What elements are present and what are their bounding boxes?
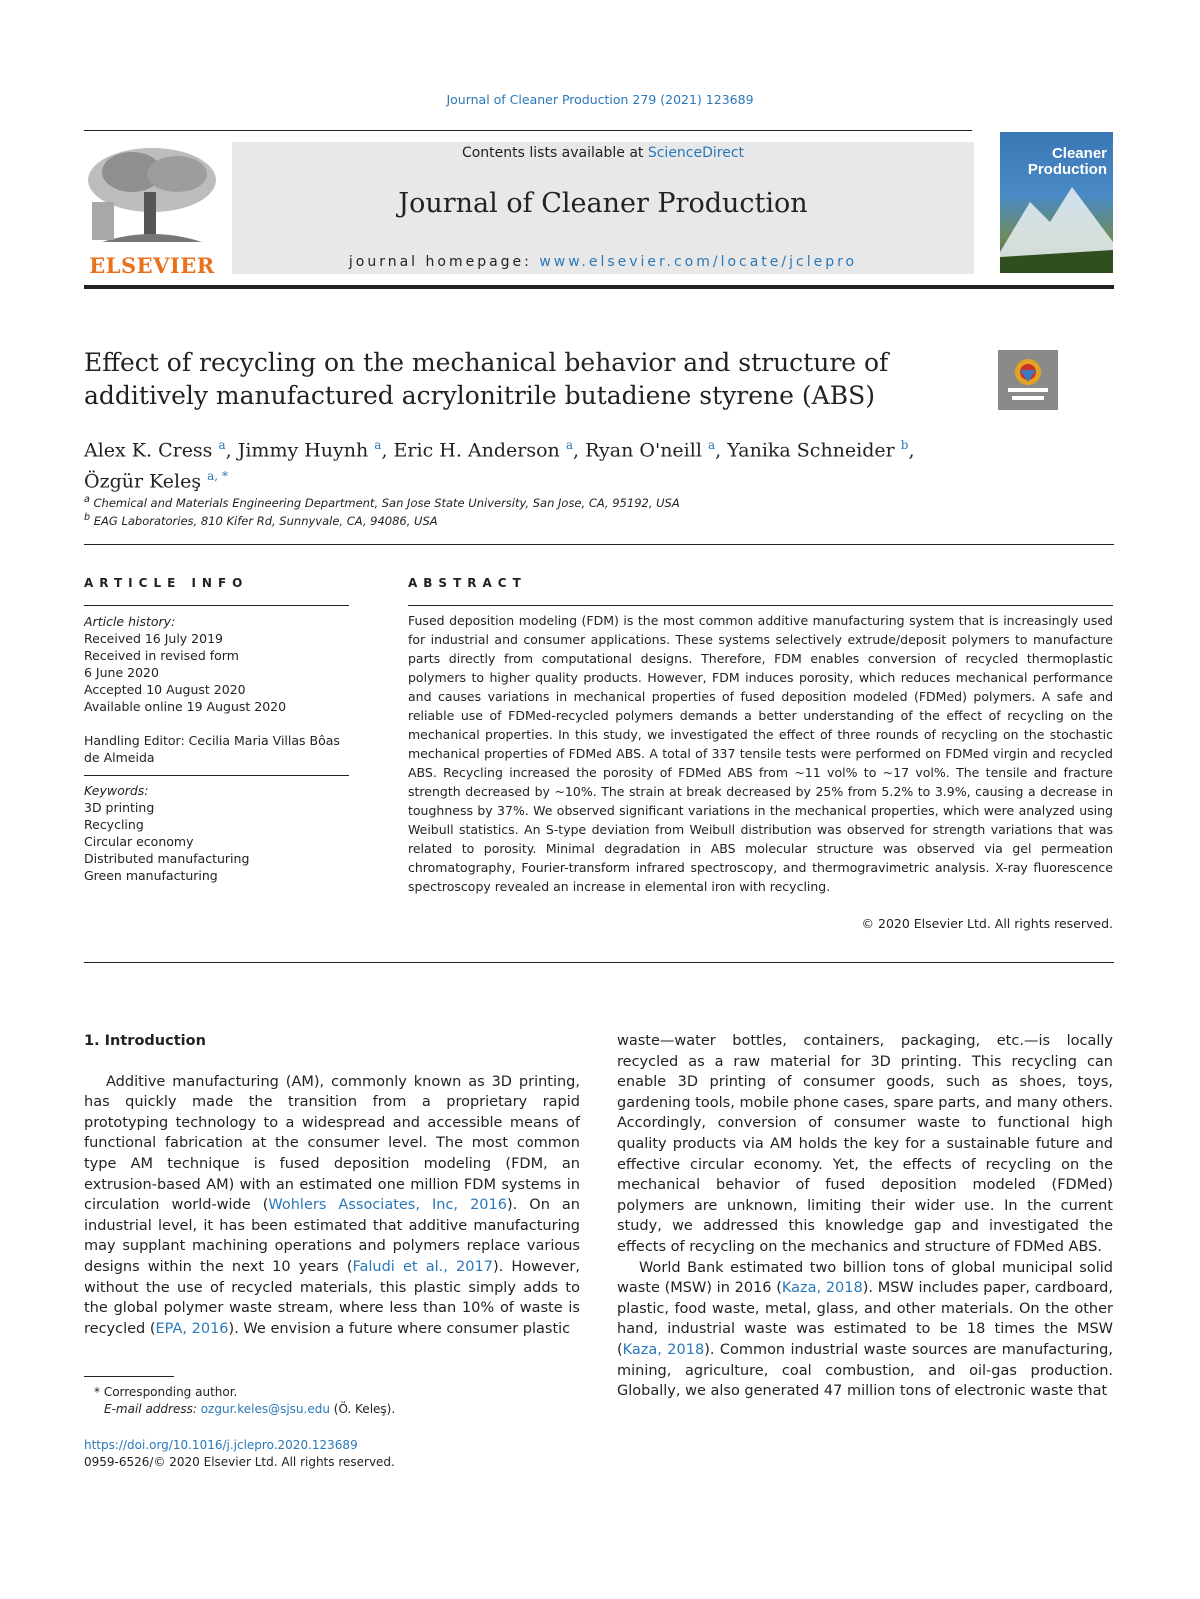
citation-link[interactable]: Faludi et al., 2017 (352, 1258, 493, 1275)
keywords-rule (84, 775, 349, 776)
abstract-text: Fused deposition modeling (FDM) is the most common additive manufacturing system that is increasingly used for industrial and consumer applications. These systems selectively extrude/deposit polymers to manufacture parts directly from computational designs. Therefore, FDM enables conversion of recycled thermoplastic polymers to higher quality products. However, FDM induces porosity, which reduces mechanical performance and causes variations in mechanical properties of fused deposition modeled (FDMed) polymers. A safe and reliable use of FDMed-recycled polymers demands a better understanding of the effect of recycling on the mechanical properties. In this study, we investigated the effect of three rounds of recycling on the stochastic mechanical properties of FDMed ABS. A total of 337 tensile tests were performed on FDMed virgin and recycled ABS. Recycling increased the porosity of FDMed ABS from ~11 vol% to ~17 vol%. The tensile and fracture strength decreased by ~10%. The strain at break decreased by 25% from 5.2% to 3.9%, causing a decrease in toughness by 37%. We observed significant variations in the mechanical properties, which were analyzed using Weibull statistics. An S-type deviation from Weibull distribution was observed for strength variations that was related to porosity. Minimal degradation in ABS molecular structure was observed via gel permeation chromatography, Fourier-transform infrared spectroscopy, and thermogravimetric analysis. X-ray fluorescence spectroscopy revealed an increase in elemental iron with recycling. (408, 613, 1113, 894)
keywords (84, 782, 349, 884)
author-separator: , (715, 439, 728, 462)
issn-line: 0959-6526/© 2020 Elsevier Ltd. All rights reserved. (84, 1455, 395, 1469)
section-heading: 1. Introduction (84, 1033, 206, 1049)
homepage-prefix: journal homepage: (348, 254, 540, 270)
text-run: Additive manufacturing (AM), commonly known as 3D printing, has quickly made the transition from a proprietary rapid prototyping technology to a widespread and accessible means of functional fabrication at the consumer level. The most common type AM technique is fused deposition modeling (FDM, an extrusion-based AM) with an estimated one million FDM systems in circulation world-wide ( (84, 1073, 580, 1214)
check-for-updates-badge[interactable] (998, 350, 1058, 410)
citation-link[interactable]: Wohlers Associates, Inc, 2016 (268, 1197, 507, 1214)
elsevier-wordmark: ELSEVIER (89, 253, 215, 278)
homepage-link[interactable]: www.elsevier.com/locate/jclepro (539, 254, 858, 270)
email-line (84, 1401, 584, 1418)
author-affiliation-mark[interactable]: a (374, 438, 382, 452)
handling-editor: Handling Editor: Cecilia Maria Villas Bôas de Almeida (84, 733, 340, 765)
author-name[interactable]: Jimmy Huynh (237, 439, 369, 462)
author-name[interactable]: Yanika Schneider (727, 439, 895, 462)
keyword: Recycling (84, 817, 144, 832)
abstract-rule (408, 605, 1113, 606)
banner-bottom-rule (84, 285, 1114, 289)
text-run: ). MSW includes paper, cardboard, plastic, food waste, metal, glass, and other materials. On the other hand, industrial waste was estimated to be 18 times the MSW ( (617, 1280, 1113, 1358)
cover-title-line2: Production (1027, 161, 1107, 178)
article-history (84, 613, 349, 766)
footnote-rule (84, 1376, 174, 1377)
doi-link[interactable]: https://doi.org/10.1016/j.jclepro.2020.123689 (84, 1438, 358, 1452)
article-title (84, 346, 964, 412)
email-suffix: (Ö. Keleş). (329, 1402, 396, 1416)
author-name[interactable]: Ryan O'neill (585, 439, 702, 462)
article-info-rule (84, 605, 349, 606)
homepage-line (232, 254, 974, 270)
article-title-line1: Effect of recycling on the mechanical behavior and structure of (84, 348, 889, 377)
sciencedirect-link[interactable]: ScienceDirect (647, 145, 745, 161)
abstract-copyright: © 2020 Elsevier Ltd. All rights reserved. (861, 916, 1113, 931)
cover-title (1007, 146, 1107, 178)
affiliation-a (84, 494, 680, 510)
contents-prefix: Contents lists available at (461, 145, 648, 161)
text-run: World Bank estimated two billion tons of global municipal solid waste (MSW) in 2016 ( (617, 1259, 1113, 1297)
email-link[interactable]: ozgur.keles@sjsu.edu (200, 1402, 330, 1416)
affiliation-b (84, 512, 438, 528)
author-affiliation-mark[interactable]: a, * (207, 469, 228, 484)
body-left-column (84, 1031, 580, 1339)
author-affiliation-mark[interactable]: a (707, 438, 716, 452)
author-affiliation-mark[interactable]: a (565, 438, 573, 452)
affiliation-mark: b (84, 512, 91, 523)
intro-paragraph-2 (617, 1258, 1113, 1402)
author-name[interactable]: Özgür Keleş (84, 470, 202, 493)
citation-link[interactable]: Kaza, 2018 (622, 1341, 705, 1358)
elsevier-tree-icon (82, 142, 222, 250)
text-run: ). We envision a future where consumer plastic (228, 1320, 571, 1337)
contents-line (232, 145, 974, 161)
author-affiliation-mark[interactable]: a (218, 438, 226, 452)
corresponding-author: * Corresponding author. (94, 1385, 238, 1399)
history-item: Accepted 10 August 2020 (84, 682, 246, 697)
cover-title-line1: Cleaner (1051, 145, 1107, 162)
affiliation-text: EAG Laboratories, 810 Kifer Rd, Sunnyvale, CA, 94086, USA (93, 513, 438, 528)
author-affiliation-mark[interactable]: b (900, 438, 909, 452)
elsevier-tree-logo (82, 142, 222, 250)
keywords-label: Keywords: (84, 783, 149, 798)
history-label: Article history: (84, 614, 176, 629)
abstract-heading: ABSTRACT (408, 576, 527, 590)
author-separator: , (908, 439, 915, 462)
header-divider (84, 544, 1114, 545)
doi-block (84, 1437, 584, 1471)
keyword: Circular economy (84, 834, 194, 849)
keyword: 3D printing (84, 800, 155, 815)
author-name[interactable]: Alex K. Cress (84, 439, 213, 462)
history-item: Available online 19 August 2020 (84, 699, 287, 714)
body-right-column (617, 1031, 1113, 1402)
footnotes (84, 1384, 584, 1418)
citation-link[interactable]: EPA, 2016 (155, 1320, 229, 1337)
journal-cover-image (1000, 132, 1113, 273)
author-separator: , (381, 439, 394, 462)
history-item: Received 16 July 2019 (84, 631, 223, 646)
author-separator: , (225, 439, 238, 462)
banner-top-rule (84, 130, 972, 131)
intro-paragraph-continued: waste—water bottles, containers, packaging, etc.—is locally recycled as a raw material for 3D printing. This recycling can enable 3D printing of consumer goods, such as shoes, toys, gardening tools, mobile phone cases, spare parts, and many others. Accordingly, conversion of consumer waste to functional high quality products via AM holds the key for a sustainable future and effective circular economy. Yet, the effects of recycling on the mechanical behavior of fused deposition modeled (FDMed) polymers are unknown, limiting their wider use. In the current study, we addressed this knowledge gap and investigated the effects of recycling on the mechanics and structure of FDMed ABS. (617, 1033, 1113, 1255)
check-for-updates-icon (998, 350, 1058, 410)
author-list (84, 432, 1044, 495)
text-run: ). Common industrial waste sources are manufacturing, mining, agriculture, coal combustion, and oil-gas production. Globally, we also generated 47 million tons of electronic waste that (617, 1341, 1113, 1400)
history-item: Received in revised form (84, 648, 239, 663)
abstract-bottom-rule (84, 962, 1114, 963)
citation-link[interactable]: Kaza, 2018 (781, 1280, 863, 1297)
author-separator: , (572, 439, 586, 462)
text-run: ). However, without the use of recycled materials, this plastic simply adds to the global polymer waste stream, where less than 10% of waste is recycled ( (84, 1258, 580, 1337)
history-item: 6 June 2020 (84, 665, 159, 680)
intro-paragraph-1 (84, 1072, 580, 1340)
article-title-line2: additively manufactured acrylonitrile butadiene styrene (ABS) (84, 381, 875, 410)
affiliation-mark: a (84, 494, 90, 505)
journal-title: Journal of Cleaner Production (398, 188, 808, 219)
affiliation-text: Chemical and Materials Engineering Department, San Jose State University, San Jose, CA, 95192, USA (93, 495, 680, 510)
article-info-heading: ARTICLE INFO (84, 576, 249, 590)
text-run: ). On an industrial level, it has been estimated that additive manufacturing may supplant machining operations and polymers replace various designs within the next 10 years ( (84, 1197, 580, 1275)
running-head[interactable]: Journal of Cleaner Production 279 (2021) 123689 (446, 92, 754, 107)
keyword: Green manufacturing (84, 868, 218, 883)
keyword: Distributed manufacturing (84, 851, 250, 866)
author-name[interactable]: Eric H. Anderson (393, 439, 560, 462)
email-label: E-mail address: (104, 1402, 201, 1416)
